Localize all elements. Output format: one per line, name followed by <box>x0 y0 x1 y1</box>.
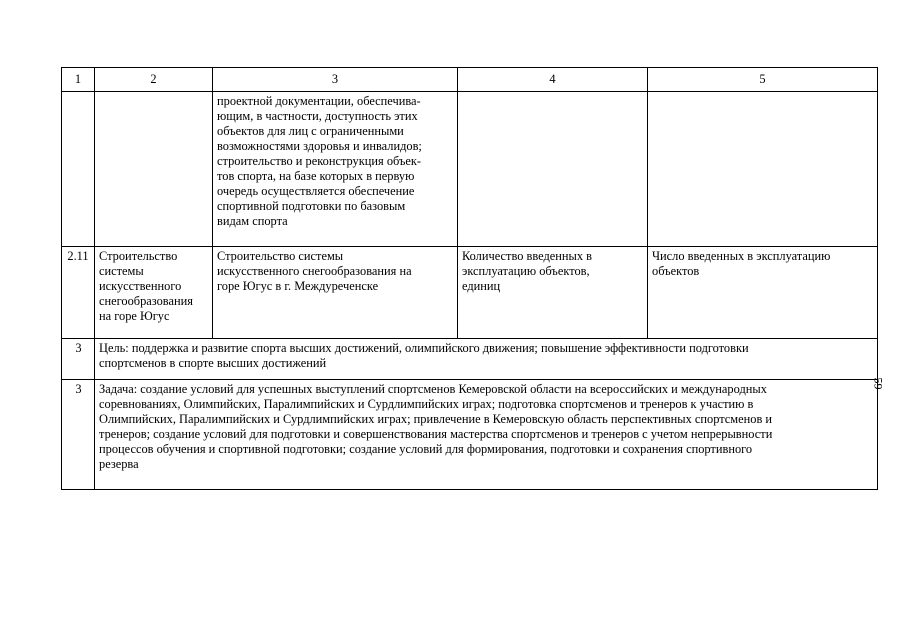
header-col-5: 5 <box>648 68 878 92</box>
header-col-2: 2 <box>95 68 213 92</box>
cell-measure-description <box>213 247 458 339</box>
table-row-task <box>62 380 878 490</box>
cell-description-continued <box>213 92 458 247</box>
text-line: строительство и реконструкция объек- <box>217 154 422 168</box>
text-line: Число введенных в эксплуатацию <box>652 249 831 263</box>
cell-empty <box>95 92 213 247</box>
row-number: 2.11 <box>62 247 95 339</box>
text-line: спортивной подготовки по базовым <box>217 199 406 213</box>
text-line: видам спорта <box>217 214 288 228</box>
text-line: Количество введенных в <box>462 249 593 263</box>
header-col-3: 3 <box>213 68 458 92</box>
cell-empty <box>62 92 95 247</box>
header-row <box>62 68 878 92</box>
table-row-2-11 <box>62 247 878 339</box>
text-line: снегообразования <box>99 294 193 308</box>
text-line: резерва <box>99 457 139 471</box>
program-table <box>61 67 878 490</box>
cell-indicator-name <box>458 247 648 339</box>
text-line: на горе Югус <box>99 309 170 323</box>
text-line: искусственного <box>99 279 182 293</box>
row-number: 3 <box>62 380 95 490</box>
text-line: спортсменов в спорте высших достижений <box>99 356 327 370</box>
text-line: тренеров; создание условий для подготовки и совершенствования мастерства спортсменов и тренеров с учетом непрерывности <box>99 427 773 441</box>
cell-goal <box>95 339 878 380</box>
text-line: объектов <box>652 264 700 278</box>
table-row-goal <box>62 339 878 380</box>
text-line: горе Югус в г. Междуреченске <box>217 279 379 293</box>
cell-measure-name <box>95 247 213 339</box>
header-col-4: 4 <box>458 68 648 92</box>
text-line: Цель: поддержка и развитие спорта высших достижений, олимпийского движения; повышение эффективности подготовки <box>99 341 749 355</box>
text-line: объектов для лиц с ограниченными <box>217 124 404 138</box>
text-line: очередь осуществляется обеспечение <box>217 184 415 198</box>
text-line: системы <box>99 264 144 278</box>
text-line: соревнованиях, Олимпийских, Паралимпийских и Сурдлимпийских играх; подготовка спортсменов и тренеров к участию в <box>99 397 754 411</box>
text-line: Строительство системы <box>217 249 344 263</box>
cell-empty <box>458 92 648 247</box>
page-number: 59 <box>871 377 886 390</box>
cell-indicator-method <box>648 247 878 339</box>
header-col-1: 1 <box>62 68 95 92</box>
text-line: Строительство <box>99 249 178 263</box>
text-line: тов спорта, на базе которых в первую <box>217 169 415 183</box>
text-line: проектной документации, обеспечива- <box>217 94 421 108</box>
text-line: ющим, в частности, доступность этих <box>217 109 418 123</box>
row-number: 3 <box>62 339 95 380</box>
text-line: Задача: создание условий для успешных выступлений спортсменов Кемеровской области на всероссийских и международных <box>99 382 767 396</box>
text-line: возможностями здоровья и инвалидов; <box>217 139 422 153</box>
text-line: искусственного снегообразования на <box>217 264 412 278</box>
text-line: единиц <box>462 279 501 293</box>
text-line: эксплуатацию объектов, <box>462 264 590 278</box>
text-line: процессов обучения и спортивной подготовки; создание условий для формирования, подготовки и сохранения спортивного <box>99 442 753 456</box>
text-line: Олимпийских, Паралимпийских и Сурдлимпийских играх; привлечение в Кемеровскую область перспективных спортсменов и <box>99 412 773 426</box>
cell-task <box>95 380 878 490</box>
table-row-continuation <box>62 92 878 247</box>
cell-empty <box>648 92 878 247</box>
